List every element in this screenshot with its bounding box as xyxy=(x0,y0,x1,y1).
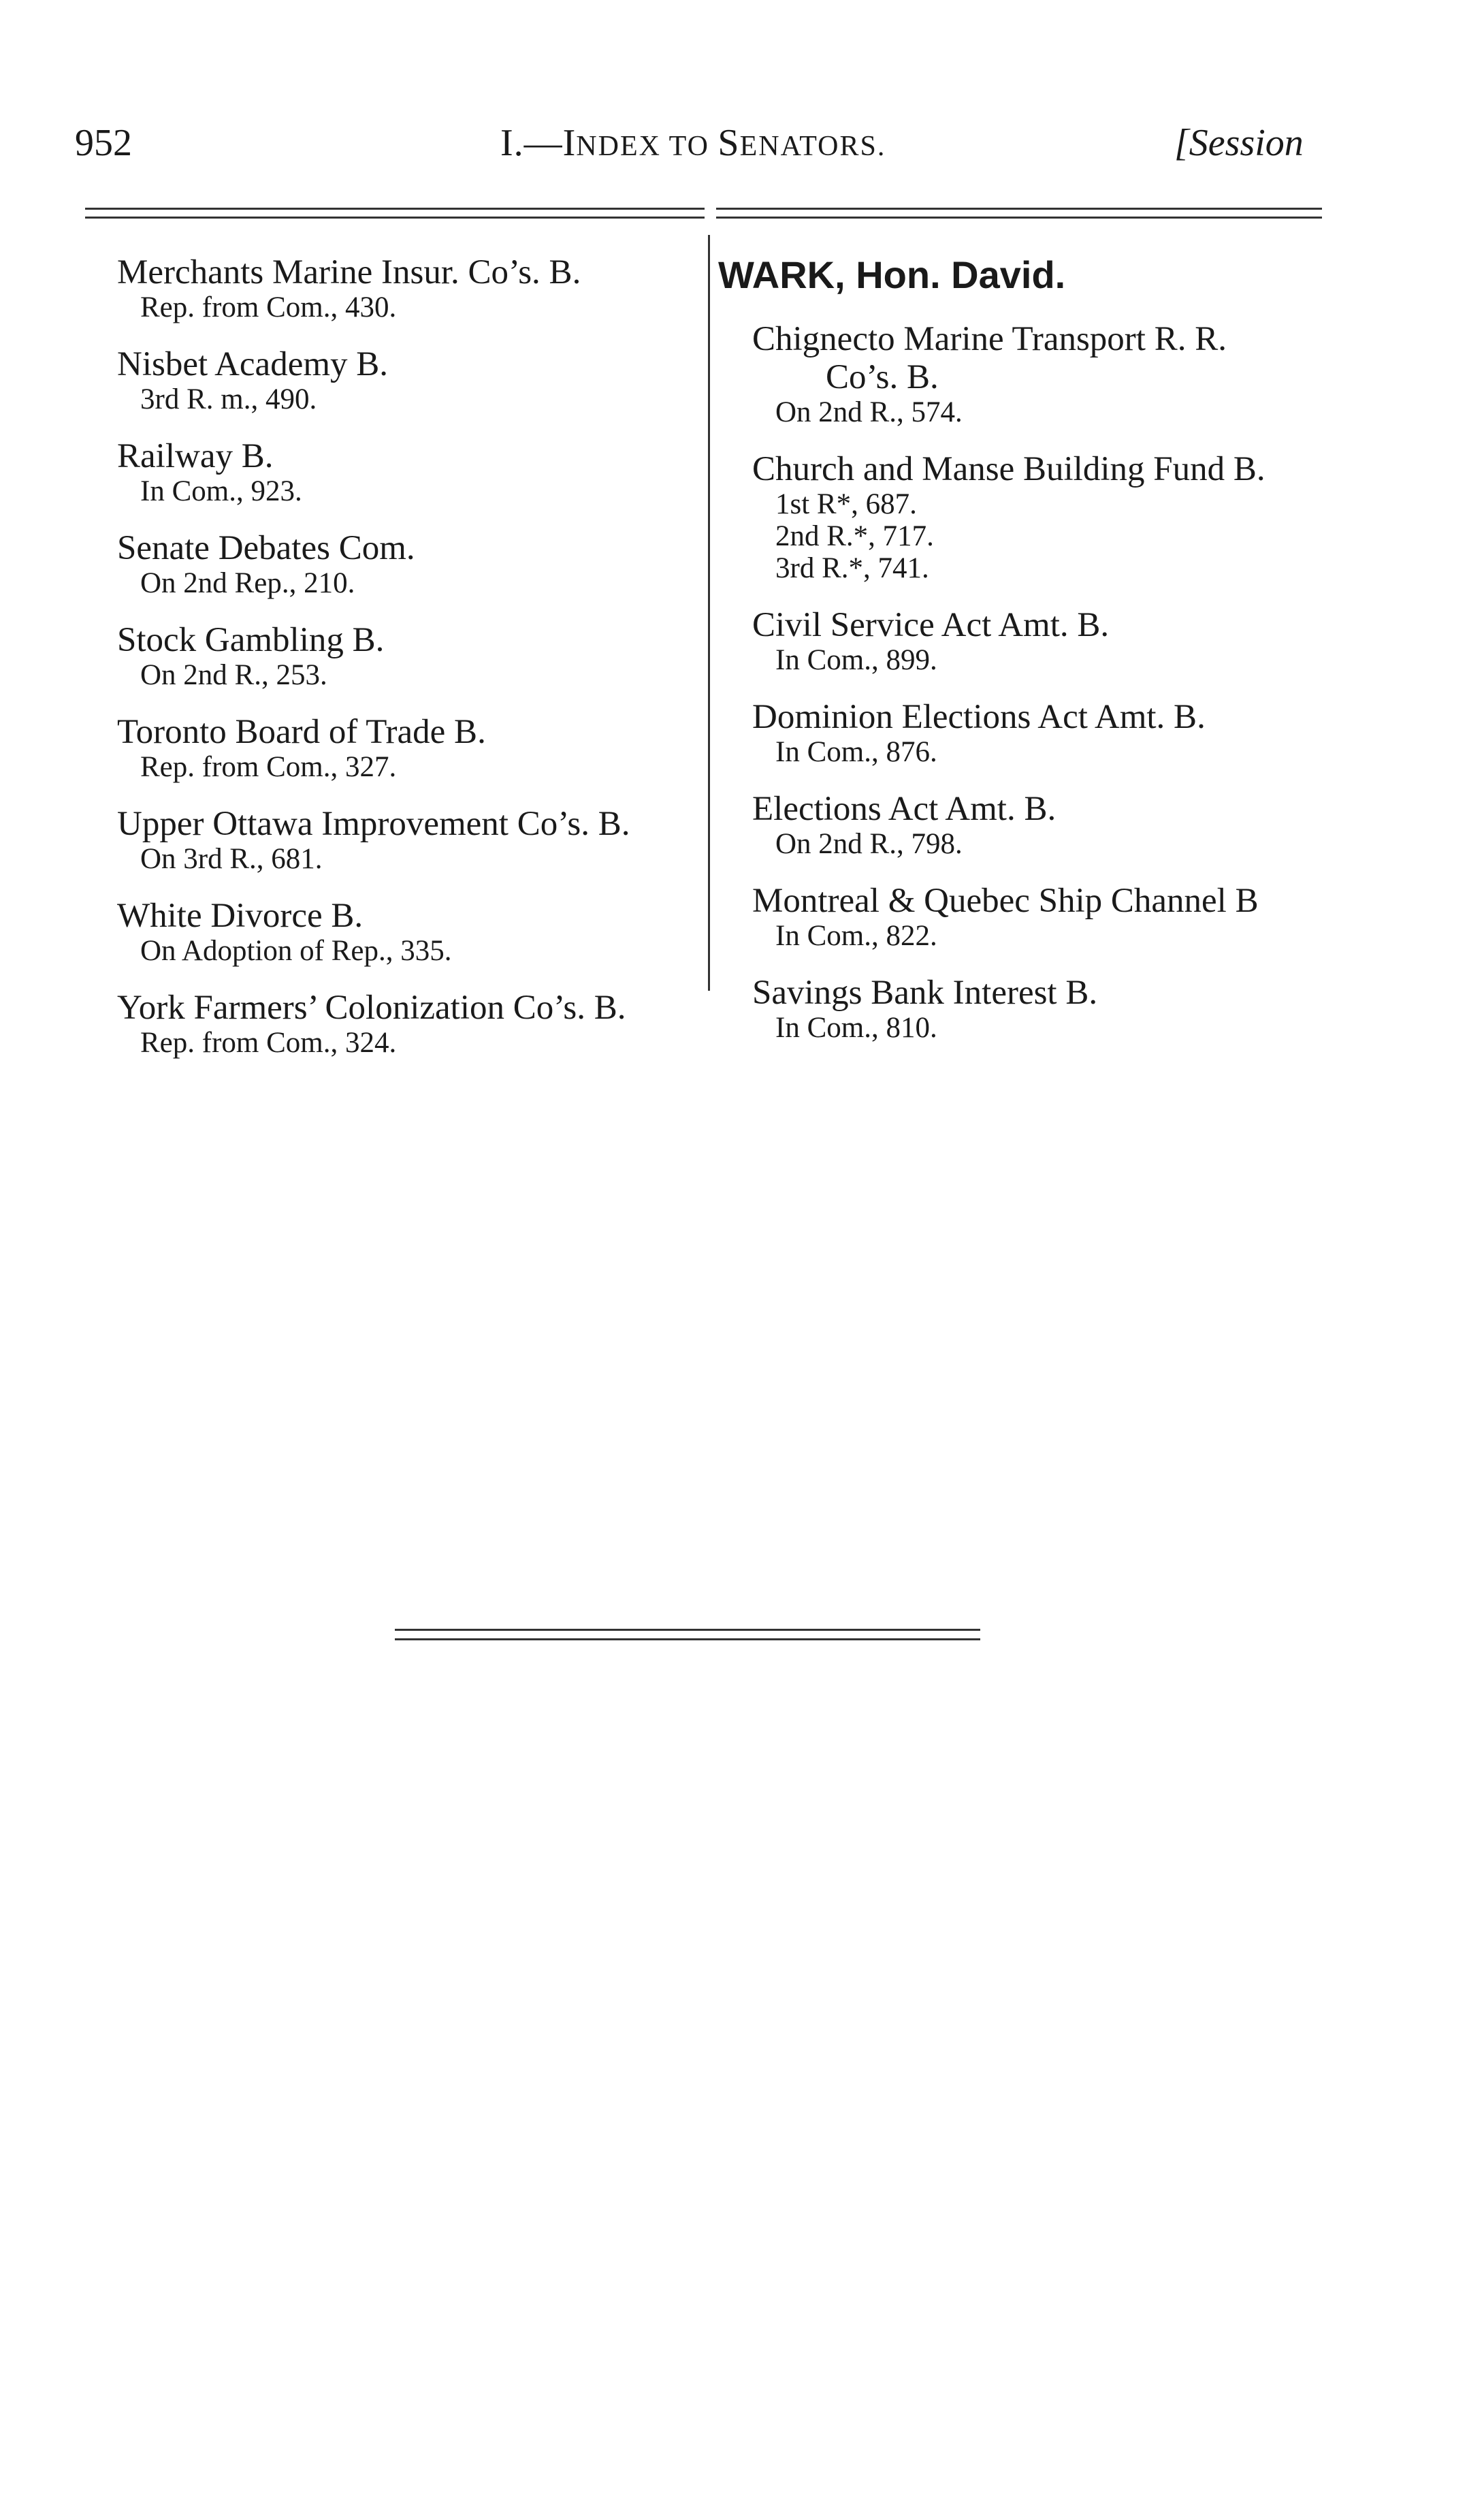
entry-reference: 2nd R.*, 717. xyxy=(775,520,934,552)
index-entry xyxy=(752,320,1304,428)
header-rule-right-bottom xyxy=(716,217,1322,219)
entry-reference: In Com., 923. xyxy=(140,475,302,507)
entry-title: Church and Manse Building Fund B. xyxy=(752,450,1265,488)
index-entry xyxy=(117,437,696,507)
header-rule-left-bottom xyxy=(85,217,705,219)
entry-reference: 3rd R. m., 490. xyxy=(140,383,317,415)
entry-title: Dominion Elections Act Amt. B. xyxy=(752,698,1206,736)
index-entry xyxy=(117,897,696,967)
entry-reference: 1st R*, 687. xyxy=(775,488,917,520)
entry-reference: On Adoption of Rep., 335. xyxy=(140,935,452,967)
page-header xyxy=(0,121,1484,182)
index-entry xyxy=(117,529,696,599)
column-divider xyxy=(708,235,710,991)
running-title: I.—INDEX TO SENATORS. xyxy=(500,122,886,164)
entry-reference: Rep. from Com., 430. xyxy=(140,291,397,323)
entry-title: Montreal & Quebec Ship Channel B xyxy=(752,882,1259,920)
index-entry xyxy=(752,882,1304,952)
index-entry xyxy=(117,989,696,1059)
entry-reference: In Com., 810. xyxy=(775,1012,937,1044)
entry-title: York Farmers’ Colonization Co’s. B. xyxy=(117,989,626,1027)
index-entry xyxy=(752,698,1304,768)
page-number: 952 xyxy=(75,122,132,164)
entry-title: Nisbet Academy B. xyxy=(117,345,389,383)
header-rule-right-top xyxy=(716,208,1322,210)
entry-reference: On 2nd R., 574. xyxy=(775,396,963,428)
entry-reference: On 3rd R., 681. xyxy=(140,843,323,875)
entry-title: Elections Act Amt. B. xyxy=(752,790,1056,828)
index-entry xyxy=(752,606,1304,676)
entry-reference: 3rd R.*, 741. xyxy=(775,552,929,584)
senator-name: WARK, Hon. David. xyxy=(718,253,1066,296)
left-column xyxy=(117,253,696,1081)
index-entry xyxy=(117,345,696,415)
entry-reference: Rep. from Com., 327. xyxy=(140,751,397,783)
entry-title: Civil Service Act Amt. B. xyxy=(752,606,1110,644)
entry-title: Upper Ottawa Improvement Co’s. B. xyxy=(117,805,630,843)
index-entry xyxy=(752,790,1304,860)
right-column xyxy=(718,253,1331,1066)
entry-title-continuation: Co’s. B. xyxy=(826,358,939,396)
entry-reference: In Com., 899. xyxy=(775,644,937,676)
index-entry xyxy=(117,805,696,875)
header-rule-left-top xyxy=(85,208,705,210)
session-label: [Session xyxy=(1174,122,1304,164)
entry-title: Toronto Board of Trade B. xyxy=(117,713,486,751)
entry-reference: In Com., 822. xyxy=(775,920,937,952)
end-rule-top xyxy=(395,1629,980,1631)
index-entry xyxy=(752,974,1304,1044)
entry-title: Merchants Marine Insur. Co’s. B. xyxy=(117,253,581,291)
entry-title: Chignecto Marine Transport R. R. xyxy=(752,320,1227,358)
entry-reference: On 2nd R., 798. xyxy=(775,828,963,860)
index-entry xyxy=(117,253,696,323)
index-entry xyxy=(117,713,696,783)
entry-title: Senate Debates Com. xyxy=(117,529,415,567)
end-rule-bottom xyxy=(395,1638,980,1640)
entry-reference: On 2nd Rep., 210. xyxy=(140,567,355,599)
entry-title: Stock Gambling B. xyxy=(117,621,385,659)
entry-title: Railway B. xyxy=(117,437,274,475)
index-entry xyxy=(117,621,696,691)
index-entry xyxy=(752,450,1304,584)
entry-reference: In Com., 876. xyxy=(775,736,937,768)
entry-reference: On 2nd R., 253. xyxy=(140,659,327,691)
entry-title: Savings Bank Interest B. xyxy=(752,974,1098,1012)
entry-title: White Divorce B. xyxy=(117,897,364,935)
senator-entries xyxy=(718,320,1304,1044)
entry-reference: Rep. from Com., 324. xyxy=(140,1027,397,1059)
